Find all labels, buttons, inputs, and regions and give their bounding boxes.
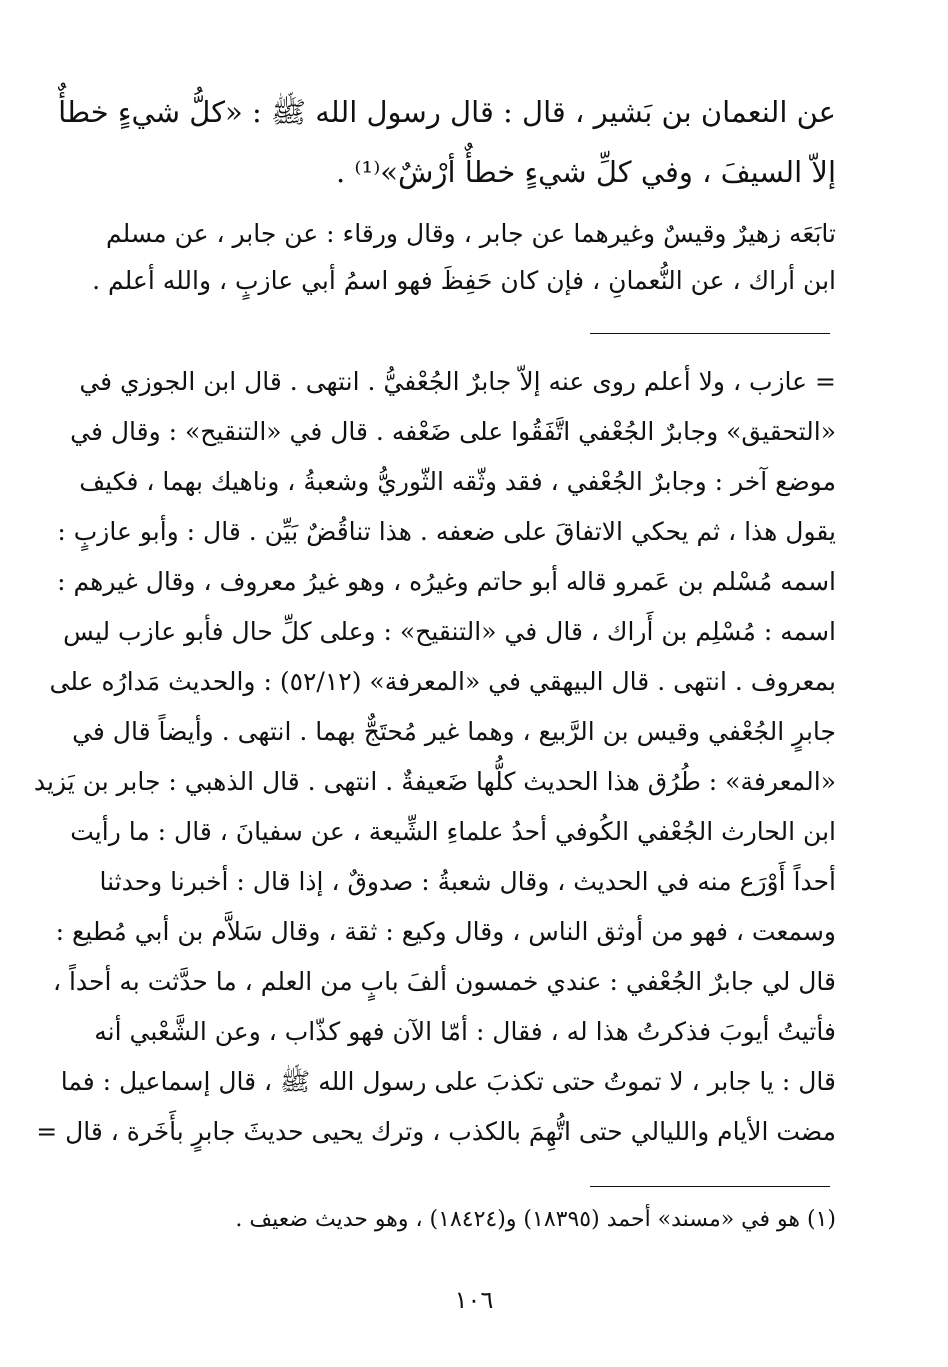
commentary-line: تابَعَه زهيرٌ وقيسٌ وغيرهما عن جابر ، وقال ورقاء : عن جابر ، عن مسلم [106, 219, 836, 248]
page-number: ١٠٦ [454, 1286, 494, 1314]
note-line: «المعرفة» : طُرُق هذا الحديث كلُّها ضَعيفةٌ . انتهى . قال الذهبي : جابر بن يَزيد [33, 767, 836, 796]
hadith-line: عن النعمان بن بَشير ، قال : قال رسول الله ﷺ : «كلُّ شيءٍ خطأٌ [58, 95, 836, 129]
note-line: موضع آخر : وجابرٌ الجُعْفي ، فقد وثّقه الثّوريُّ وشعبةُ ، وناهيك بهما ، فكيف [79, 467, 836, 496]
footnote: (١) هو في «مسند» أحمد (١٨٣٩٥) و(١٨٤٢٤) ، وهو حديث ضعيف . [235, 1207, 836, 1232]
note-line: قال : يا جابر ، لا تموتُ حتى تكذبَ على رسول الله ﷺ ، قال إسماعيل : فما [60, 1067, 836, 1096]
note-line: اسمه : مُسْلِم بن أَراك ، قال في «التنقيح» : وعلى كلِّ حال فأبو عازب ليس [63, 617, 836, 646]
note-line: = عازب ، ولا أعلم روى عنه إلاّ جابرٌ الجُعْفيُّ . انتهى . قال ابن الجوزي في [79, 367, 836, 396]
note-line: «التحقيق» وجابرٌ الجُعْفي اتَّفَقُوا على ضَعْفه . قال في «التنقيح» : وقال في [70, 417, 836, 446]
note-line: أحداً أَوْرَع منه في الحديث ، وقال شعبةُ : صدوقٌ ، إذا قال : أخبرنا وحدثنا [99, 867, 836, 896]
note-line: وسمعت ، فهو من أوثق الناس ، وقال وكيع : ثقة ، وقال سَلاَّم بن أبي مُطيع : [55, 917, 836, 946]
note-line: يقول هذا ، ثم يحكي الاتفاقَ على ضعفه . هذا تناقُضٌ بَيِّن . قال : وأبو عازبٍ : [57, 517, 836, 546]
note-separator-rule [590, 333, 830, 334]
note-line: مضت الأيام والليالي حتى اتُّهِمَ بالكذب ، وترك يحيى حديثَ جابرٍ بأَخَرة ، قال = [36, 1117, 836, 1146]
commentary-line: ابن أراك ، عن النُّعمانِ ، فإن كان حَفِظَ فهو اسمُ أبي عازبٍ ، والله أعلم . [92, 266, 836, 295]
footnote-separator-rule [590, 1186, 830, 1187]
note-line: فأتيتُ أيوبَ فذكرتُ هذا له ، فقال : أمّا الآن فهو كذّاب ، وعن الشَّعْبي أنه [94, 1017, 836, 1046]
hadith-line: إلاّ السيفَ ، وفي كلِّ شيءٍ خطأٌ أرْشٌ»⁽¹⁾ . [335, 155, 836, 189]
note-line: بمعروف . انتهى . قال البيهقي في «المعرفة» (٥٢/١٢) : والحديث مَدارُه على [49, 667, 836, 696]
note-line: جابرٍ الجُعْفي وقيس بن الرَّبيع ، وهما غير مُحتَجٌّ بهما . انتهى . وأيضاً قال في [72, 717, 836, 746]
note-line: قال لي جابرٌ الجُعْفي : عندي خمسون ألفَ بابٍ من العلم ، ما حدَّثت به أحداً ، [52, 967, 836, 996]
note-line: ابن الحارث الجُعْفي الكُوفي أحدُ علماءِ الشِّيعة ، عن سفيانَ ، قال : ما رأيت [70, 817, 836, 846]
note-line: اسمه مُسْلم بن عَمرو قاله أبو حاتم وغيرُه ، وهو غيرُ معروف ، وقال غيرهم : [57, 567, 836, 596]
